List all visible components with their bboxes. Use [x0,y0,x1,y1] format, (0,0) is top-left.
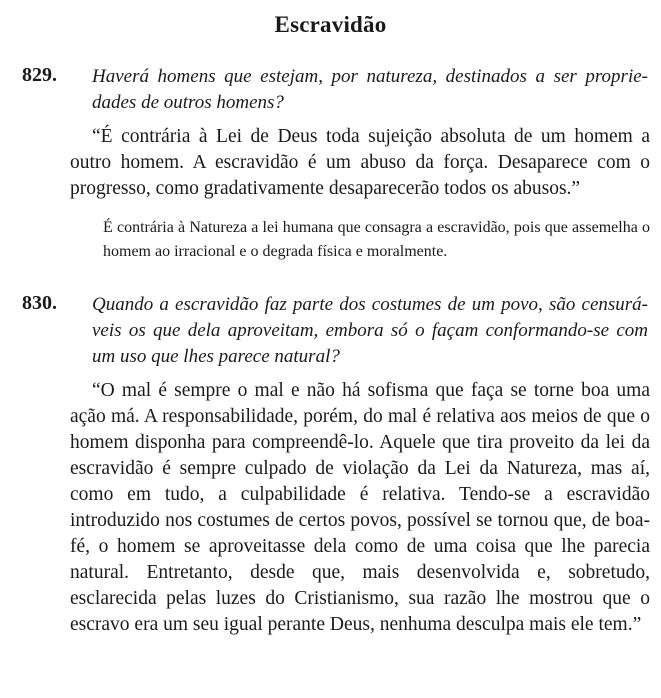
commentary-text: É contrária à Natureza a lei humana que consagra a escravidão, pois que assemelha o homem ao irracional e o degrada física e moralmente. [103,219,650,260]
answer-text: “É contrária à Lei de Deus toda sujeição absoluta de um homem a outro homem. A escravidão é um abuso da força. Desaparece com o progresso, como gradativamente desaparecerão todos os abusos.” [70,126,650,199]
question-text: Haverá homens que estejam, por natureza, destinados a ser propriedades de outros homens? [92,66,648,113]
question-text: Quando a escravidão faz parte dos costumes de um povo, são censuráveis os que dela aproveitam, embora só o façam conformando-se com um uso que lhes parece natural? [92,294,648,367]
answer-text: “O mal é sempre o mal e não há sofisma que faça se torne boa uma ação má. A responsabilidade, porém, do mal é relativa aos meios de que o homem disponha para compreendê-lo. Aquele que tira proveito da lei da escravidão é sempre culpado de violação da Lei da Natureza, mas aí, como em tudo, a culpabilidade é relativa. Tendo-se a escravidão introduzido nos costumes de certos povos, possível se tornou que, de boa-fé, o homem se aproveitasse dela como de uma coisa que lhe parecia natural. Entretanto, desde que, mais desenvolvida e, sobretudo, esclarecida pelas luzes do Cristianismo, sua razão lhe mostrou que o escravo era um seu igual perante Deus, nenhuma desculpa mais ele tem.” [70,380,650,635]
question-number: 829. [22,64,57,86]
question-number: 830. [22,292,57,314]
section-title: Escravidão [274,12,387,37]
